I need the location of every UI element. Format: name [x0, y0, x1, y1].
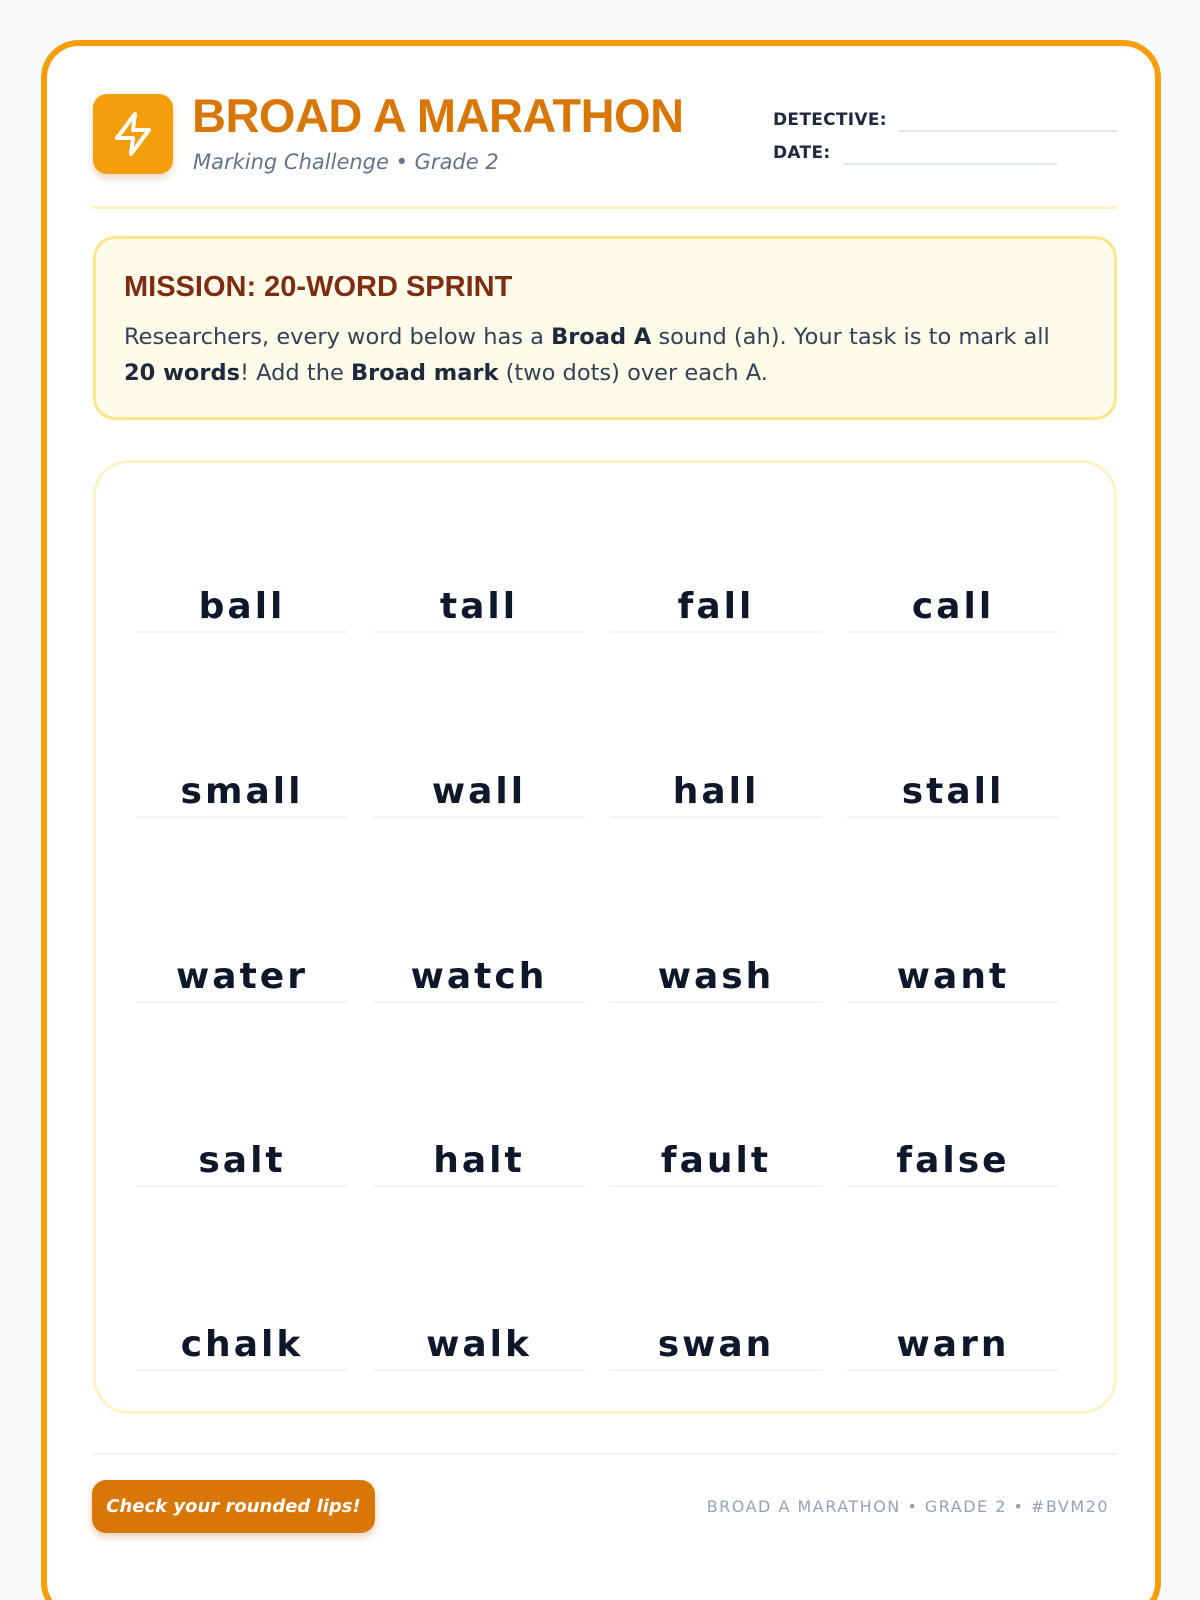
check-lips-tip-button[interactable]: Check your rounded lips!: [92, 1480, 375, 1533]
word-card[interactable]: walk: [373, 1321, 585, 1371]
worksheet-page: [41, 40, 1161, 1600]
detective-name-line[interactable]: [899, 130, 1117, 132]
word-card[interactable]: halt: [373, 1137, 585, 1187]
word-card[interactable]: warn: [847, 1321, 1059, 1371]
word-card[interactable]: fall: [610, 583, 822, 633]
word-card[interactable]: false: [847, 1137, 1059, 1187]
word-grid: [93, 460, 1117, 1414]
word-card[interactable]: salt: [136, 1137, 348, 1187]
word-card[interactable]: watch: [373, 953, 585, 1003]
word-card[interactable]: small: [136, 768, 348, 818]
lightning-bolt-icon: [93, 94, 173, 174]
word-card[interactable]: wall: [373, 768, 585, 818]
mission-title: MISSION: 20-WORD SPRINT: [124, 271, 513, 303]
mission-instructions: Researchers, every word below has a Broad A sound (ah). Your task is to mark all 20 words! Add the Broad mark (two dots) over each A.: [124, 324, 1050, 386]
word-card[interactable]: want: [847, 953, 1059, 1003]
footer-divider: [92, 1453, 1117, 1455]
mission-box: [93, 236, 1117, 420]
word-card[interactable]: stall: [847, 768, 1059, 818]
worksheet-code: BROAD A MARATHON • GRADE 2 • #BVM20: [706, 1497, 1109, 1516]
date-line[interactable]: [843, 163, 1057, 165]
detective-label: DETECTIVE:: [773, 110, 887, 130]
word-card[interactable]: hall: [610, 768, 822, 818]
word-card[interactable]: chalk: [136, 1321, 348, 1371]
word-card[interactable]: wash: [610, 953, 822, 1003]
page-title: BROAD A MARATHON: [192, 89, 684, 142]
word-card[interactable]: call: [847, 583, 1059, 633]
date-label: DATE:: [773, 143, 831, 163]
word-card[interactable]: fault: [610, 1137, 822, 1187]
word-card[interactable]: swan: [610, 1321, 822, 1371]
header-divider: [92, 206, 1117, 209]
word-card[interactable]: water: [136, 953, 348, 1003]
word-card[interactable]: ball: [136, 583, 348, 633]
page-subtitle: Marking Challenge • Grade 2: [193, 150, 499, 174]
word-card[interactable]: tall: [373, 583, 585, 633]
